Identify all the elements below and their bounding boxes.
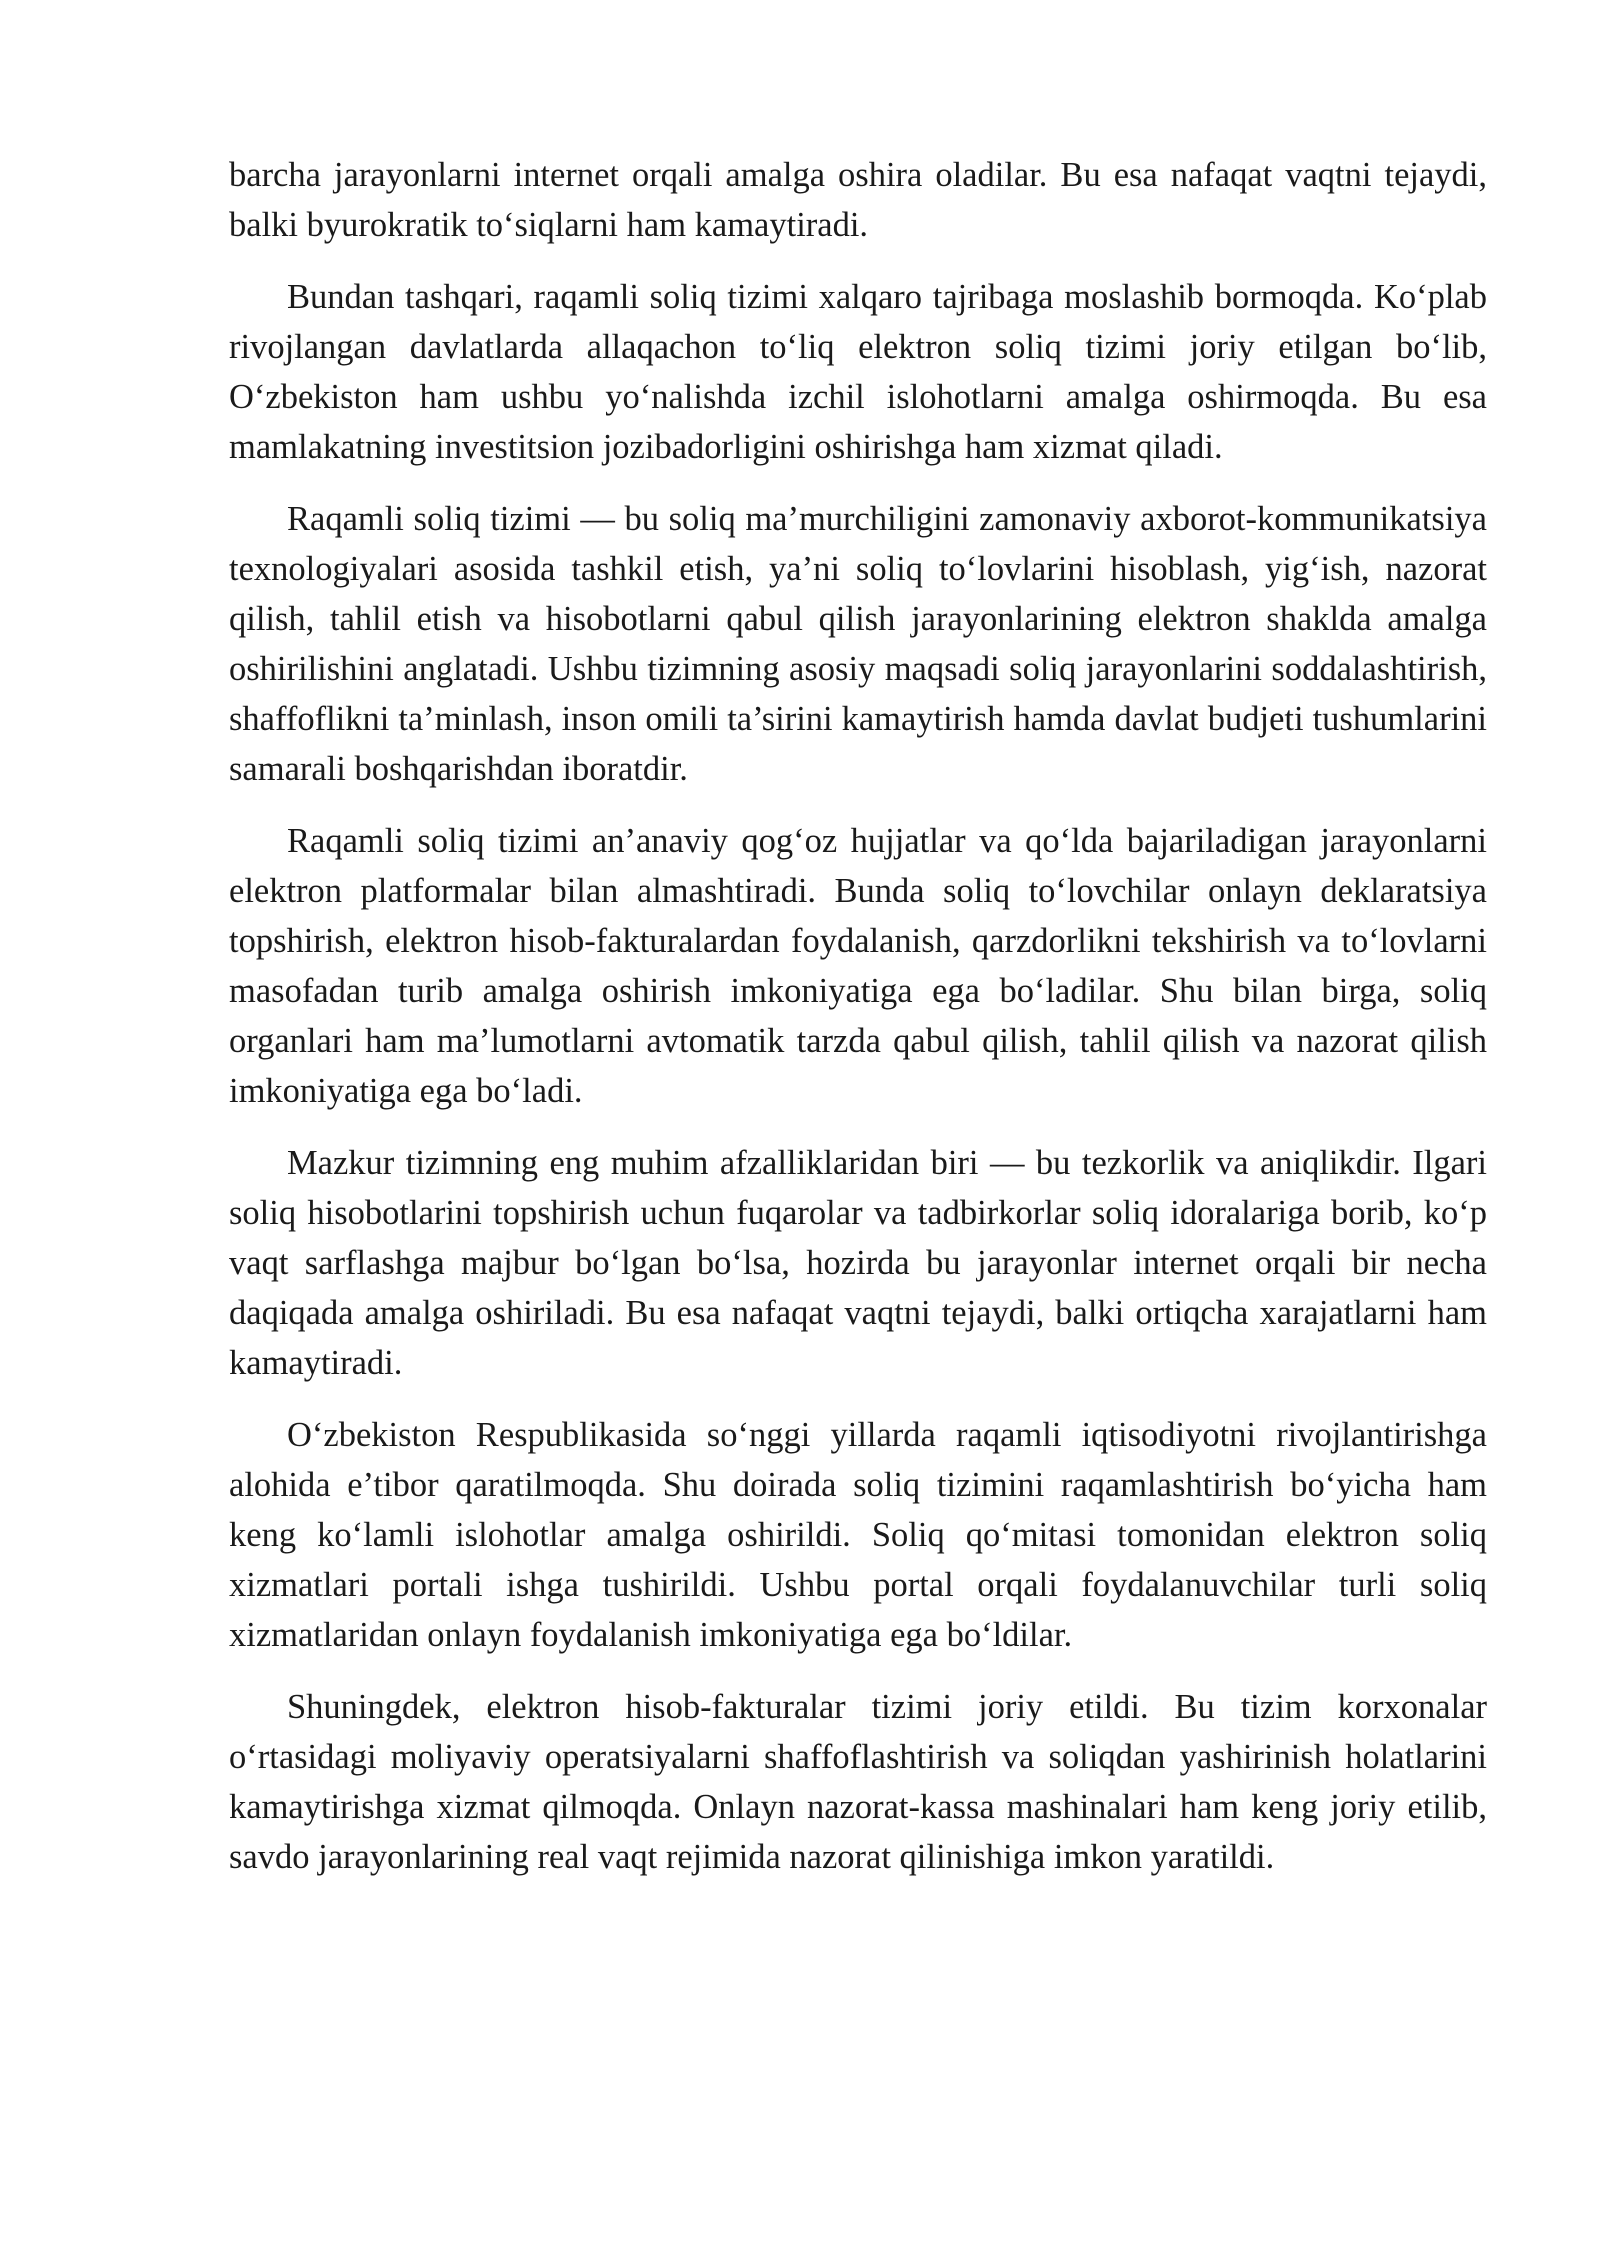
paragraph: O‘zbekiston Respublikasida so‘nggi yillarda raqamli iqtisodiyotni rivojlantirishga alohida e’tibor qaratilmoqda. Shu doirada soliq tizimini raqamlashtirish bo‘yicha ham keng ko‘lamli islohotlar amalga oshirildi. Soliq qo‘mitasi tomonidan elektron soliq xizmatlari portali ishga tushirildi. Ushbu portal orqali foydalanuvchilar turli soliq xizmatlaridan onlayn foydalanish imkoniyatiga ega bo‘ldilar. — [229, 1416, 1487, 1654]
paragraph: Raqamli soliq tizimi — bu soliq ma’murchiligini zamonaviy axborot-kommunikatsiya texnologiyalari asosida tashkil etish, ya’ni soliq to‘lovlarini hisoblash, yig‘ish, nazorat qilish, tahlil etish va hisobotlarni qabul qilish jarayonlarining elektron shaklda amalga oshirilishini anglatadi. Ushbu tizimning asosiy maqsadi soliq jarayonlarini soddalashtirish, shaffoflikni ta’minlash, inson omili ta’sirini kamaytirish hamda davlat budjeti tushumlarini samarali boshqarishdan iboratdir. — [229, 500, 1487, 788]
paragraph-continuation: barcha jarayonlarni internet orqali amalga oshira oladilar. Bu esa nafaqat vaqtni tejaydi, balki byurokratik to‘siqlarni ham kamaytiradi. — [229, 156, 1487, 244]
paragraph: Bundan tashqari, raqamli soliq tizimi xalqaro tajribaga moslashib bormoqda. Ko‘plab rivojlangan davlatlarda allaqachon to‘liq elektron soliq tizimi joriy etilgan bo‘lib, O‘zbekiston ham ushbu yo‘nalishda izchil islohotlarni amalga oshirmoqda. Bu esa mamlakatning investitsion jozibadorligini oshirishga ham xizmat qiladi. — [229, 278, 1487, 466]
paragraph: Shuningdek, elektron hisob-fakturalar tizimi joriy etildi. Bu tizim korxonalar o‘rtasidagi moliyaviy operatsiyalarni shaffoflashtirish va soliqdan yashirinish holatlarini kamaytirishga xizmat qilmoqda. Onlayn nazorat-kassa mashinalari ham keng joriy etilib, savdo jarayonlarining real vaqt rejimida nazorat qilinishiga imkon yaratildi. — [229, 1688, 1487, 1876]
paragraph: Raqamli soliq tizimi an’anaviy qog‘oz hujjatlar va qo‘lda bajariladigan jarayonlarni elektron platformalar bilan almashtiradi. Bunda soliq to‘lovchilar onlayn deklaratsiya topshirish, elektron hisob-fakturalardan foydalanish, qarzdorlikni tekshirish va to‘lovlarni masofadan turib amalga oshirish imkoniyatiga ega bo‘ladilar. Shu bilan birga, soliq organlari ham ma’lumotlarni avtomatik tarzda qabul qilish, tahlil qilish va nazorat qilish imkoniyatiga ega bo‘ladi. — [229, 822, 1487, 1110]
document-page — [229, 150, 1487, 1904]
paragraph: Mazkur tizimning eng muhim afzalliklaridan biri — bu tezkorlik va aniqlikdir. Ilgari soliq hisobotlarini topshirish uchun fuqarolar va tadbirkorlar soliq idoralariga borib, ko‘p vaqt sarflashga majbur bo‘lgan bo‘lsa, hozirda bu jarayonlar internet orqali bir necha daqiqada amalga oshiriladi. Bu esa nafaqat vaqtni tejaydi, balki ortiqcha xarajatlarni ham kamaytiradi. — [229, 1144, 1487, 1382]
